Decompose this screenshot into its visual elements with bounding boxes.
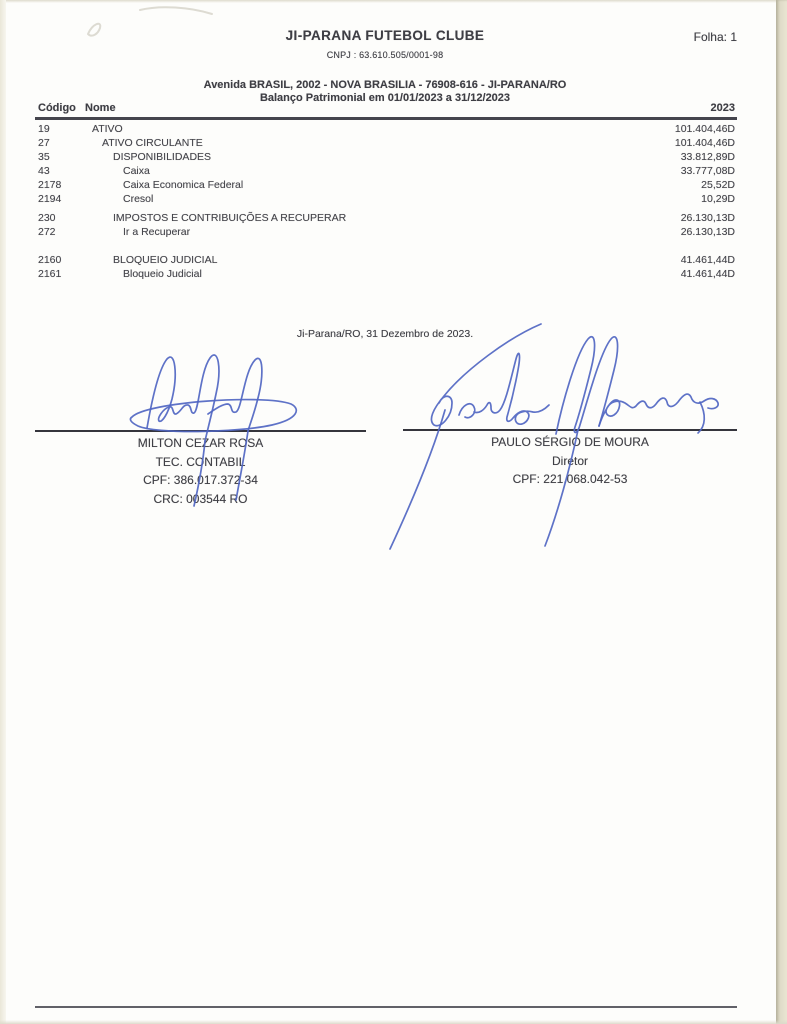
account-code: 272	[38, 226, 56, 238]
account-name: Ir a Recuperar	[123, 226, 191, 238]
account-name: ATIVO CIRCULANTE	[102, 137, 203, 149]
table-row	[38, 267, 735, 281]
accounts-table	[38, 122, 735, 281]
signer-name: MILTON CEZAR ROSA	[137, 436, 264, 450]
account-name: IMPOSTOS E CONTRIBUIÇÕES A RECUPERAR	[113, 212, 347, 224]
scan-edge-right	[776, 0, 787, 1024]
table-row	[38, 192, 735, 206]
table-row	[38, 122, 735, 136]
account-value: 25,52D	[701, 179, 735, 191]
document-header	[0, 0, 770, 104]
account-value: 10,29D	[701, 193, 735, 205]
account-code: 230	[38, 212, 56, 224]
column-header-year: 2023	[710, 102, 735, 114]
account-code: 2160	[38, 254, 62, 266]
column-header-code: Código	[38, 102, 76, 114]
account-value: 41.461,44D	[680, 268, 735, 280]
company-address: Avenida BRASIL, 2002 - NOVA BRASILIA - 76908-616 - JI-PARANA/RO	[203, 79, 567, 91]
account-value: 101.404,46D	[674, 137, 735, 149]
account-value: 33.812,89D	[680, 151, 735, 163]
account-name: ATIVO	[92, 123, 123, 135]
signer-crc: CRC: 003544 RO	[153, 491, 248, 506]
account-name: DISPONIBILIDADES	[113, 151, 212, 163]
column-header-name: Nome	[85, 102, 116, 114]
scan-edge-bottom	[0, 1020, 787, 1024]
table-row	[38, 211, 735, 225]
account-name: Caixa	[123, 165, 150, 177]
table-row	[38, 178, 735, 192]
signer-block-accountant	[35, 434, 366, 508]
signature-rule-right	[403, 429, 737, 431]
account-code: 19	[38, 123, 50, 135]
table-row	[38, 150, 735, 164]
account-name: BLOQUEIO JUDICIAL	[113, 254, 218, 266]
date-place-line: Ji-Parana/RO, 31 Dezembro de 2023.	[296, 328, 474, 340]
table-header-rule	[35, 117, 737, 120]
account-code: 2178	[38, 179, 62, 191]
signature-rule-left	[35, 430, 366, 432]
account-value: 101.404,46D	[674, 123, 735, 135]
account-code: 2194	[38, 193, 62, 205]
table-header-row	[38, 102, 735, 114]
signer-block-director	[403, 433, 737, 489]
scan-edge-left	[0, 0, 6, 1024]
table-row	[38, 253, 735, 267]
signer-cpf: CPF: 386.017.372-34	[143, 473, 258, 487]
account-code: 35	[38, 151, 50, 163]
report-title: Balanço Patrimonial em 01/01/2023 a 31/12/2023	[259, 92, 511, 104]
account-value: 26.130,13D	[680, 226, 735, 238]
company-cnpj: CNPJ : 63.610.505/0001-98	[326, 50, 444, 60]
account-code: 27	[38, 137, 50, 149]
signer-role: TEC. CONTABIL	[155, 454, 246, 469]
table-row	[38, 164, 735, 178]
account-name: Caixa Economica Federal	[123, 179, 244, 191]
account-value: 33.777,08D	[680, 165, 735, 177]
signer-cpf: CPF: 221.068.042-53	[512, 472, 628, 486]
company-title: JI-PARANA FUTEBOL CLUBE	[285, 28, 485, 43]
table-row	[38, 136, 735, 150]
account-value: 26.130,13D	[680, 212, 735, 224]
account-name: Cresol	[123, 193, 154, 205]
signer-name: PAULO SÉRGIO DE MOURA	[491, 435, 649, 449]
page-number-label: Folha: 1	[693, 30, 737, 44]
page-bottom-rule	[35, 1006, 737, 1008]
account-name: Bloqueio Judicial	[123, 268, 202, 280]
account-code: 43	[38, 165, 50, 177]
account-value: 41.461,44D	[680, 254, 735, 266]
account-code: 2161	[38, 268, 62, 280]
table-row	[38, 225, 735, 239]
signer-role: Diretor	[551, 453, 588, 468]
